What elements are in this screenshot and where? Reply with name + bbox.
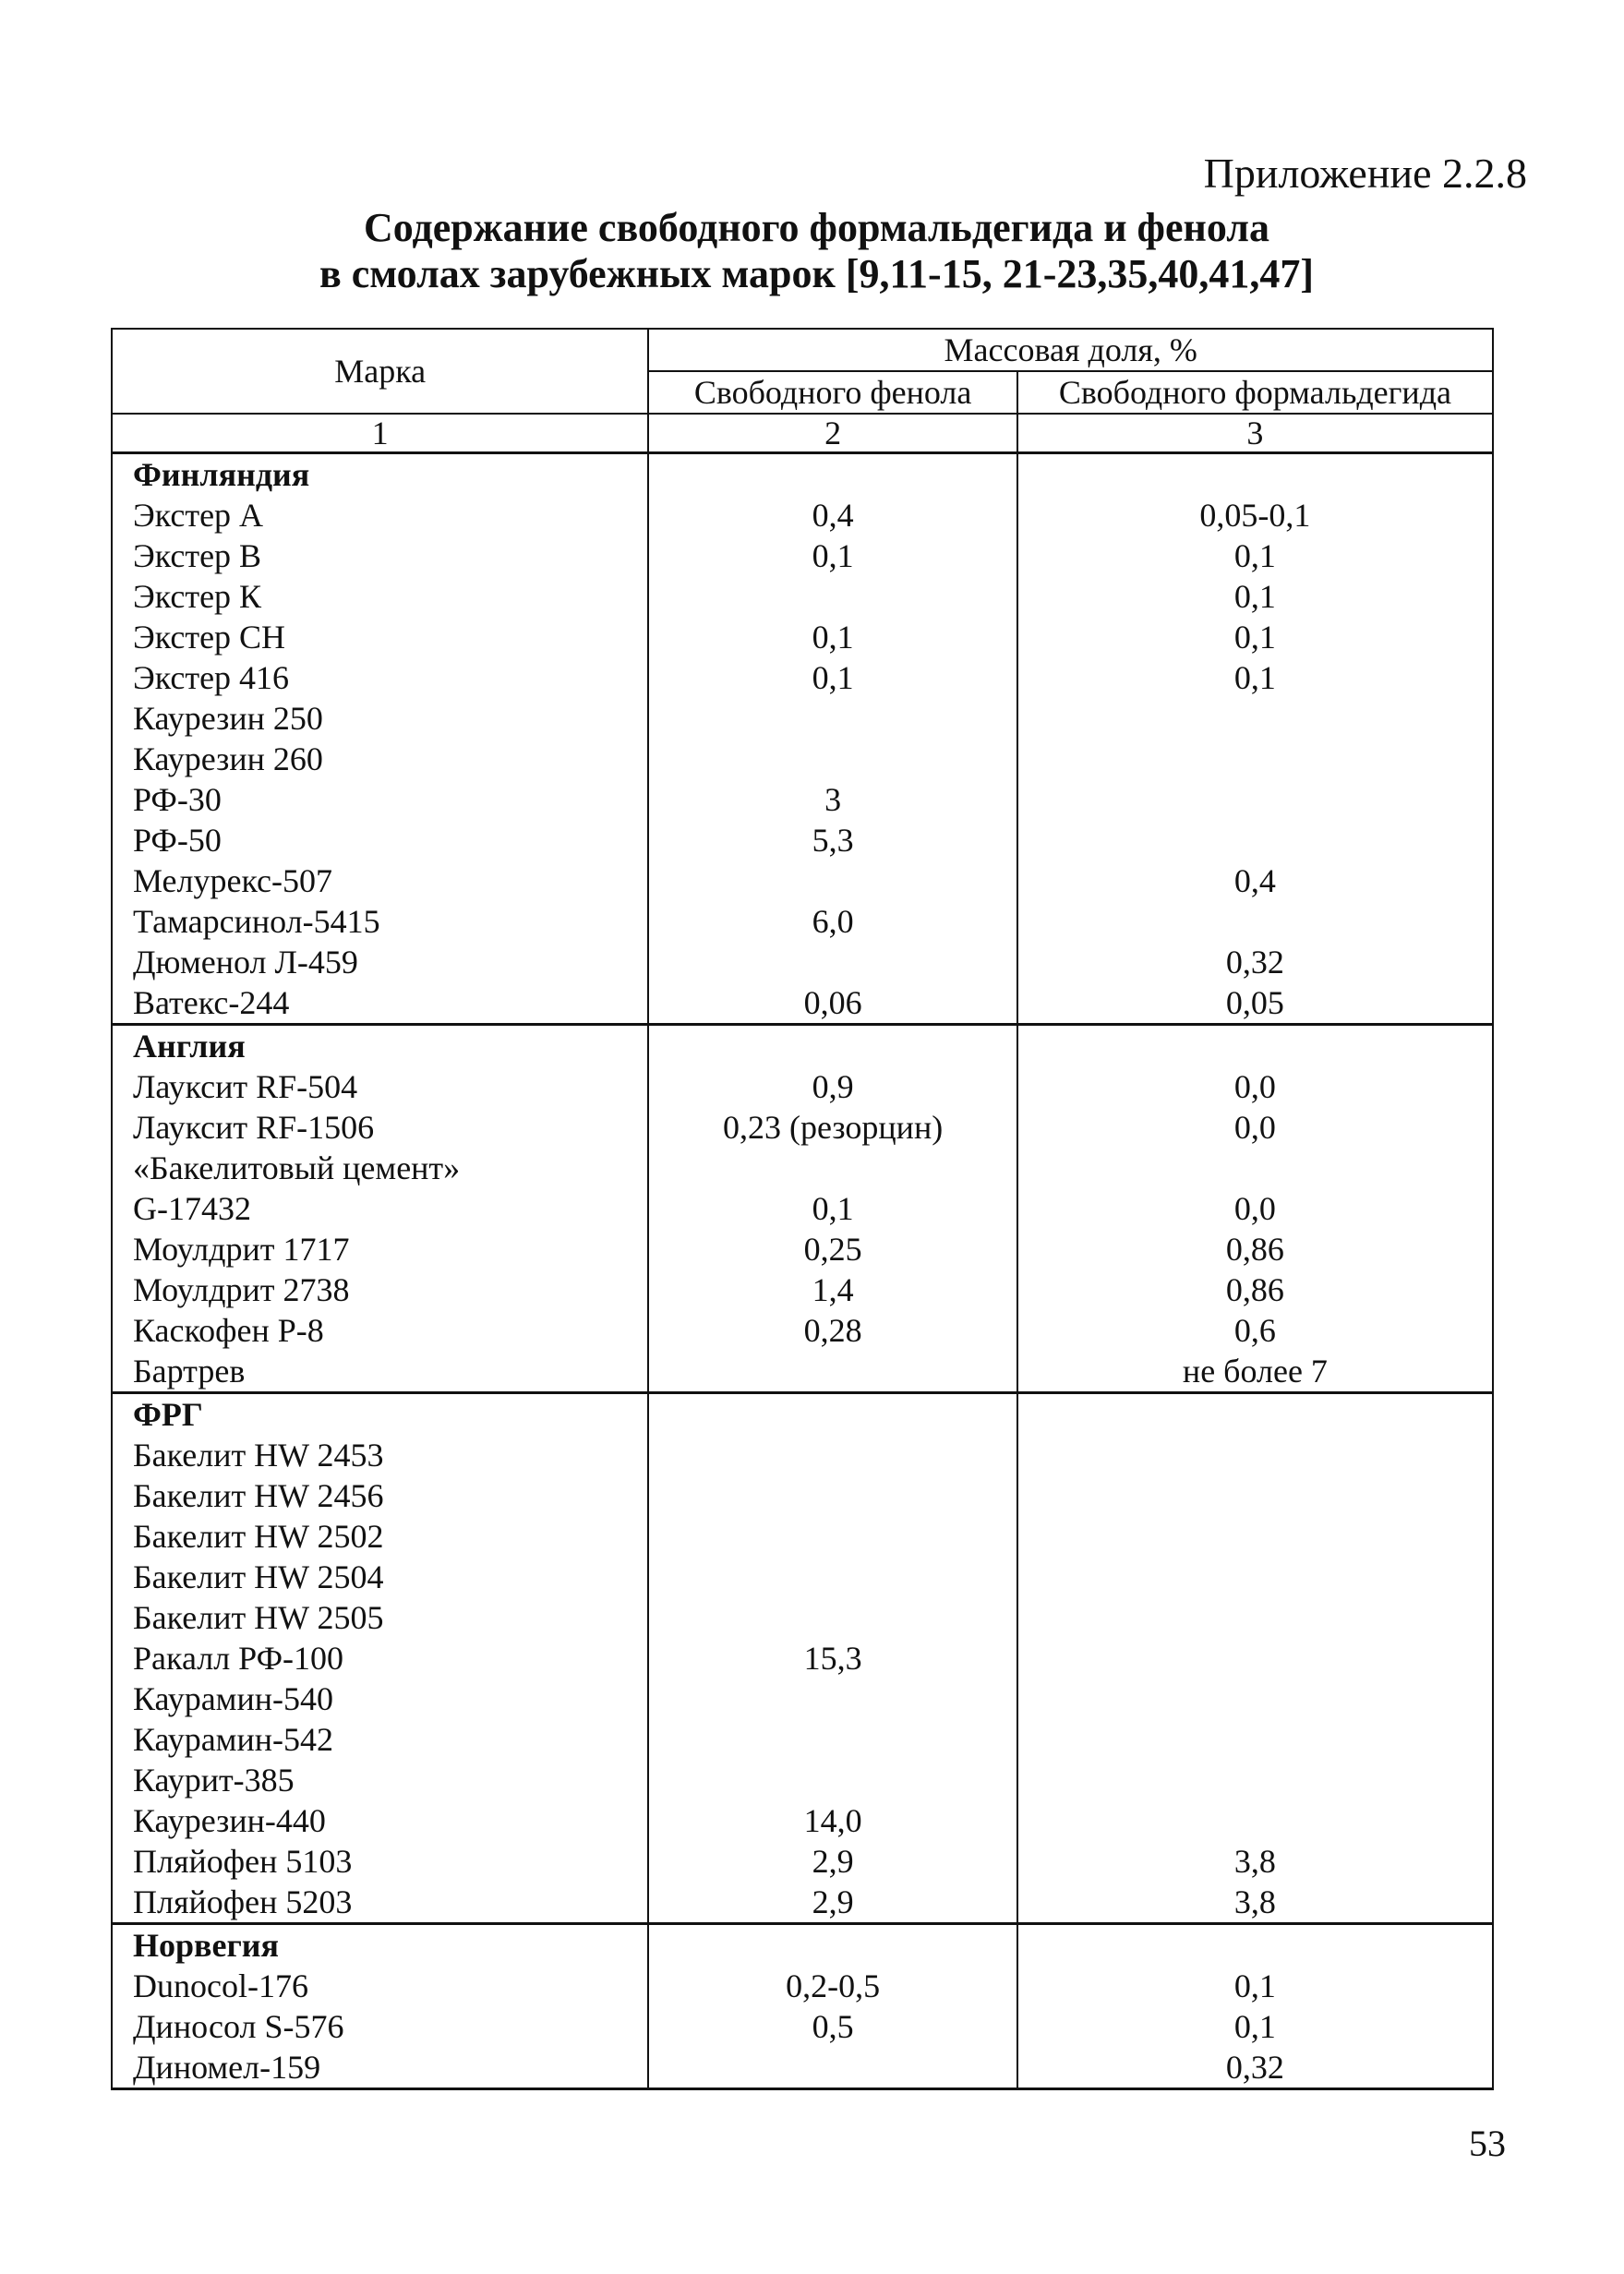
phenol-value: 14,0	[648, 1800, 1017, 1841]
resin-name: Каурезин 250	[112, 698, 648, 739]
formaldehyde-value: 0,32	[1017, 942, 1493, 982]
resin-name: Бартрев	[112, 1351, 648, 1393]
formaldehyde-value	[1017, 1516, 1493, 1557]
page-number: 53	[1469, 2123, 1506, 2164]
phenol-value	[648, 1678, 1017, 1719]
resin-name: Экстер 416	[112, 657, 648, 698]
phenol-value: 15,3	[648, 1638, 1017, 1678]
column-number: 2	[648, 414, 1017, 453]
phenol-value: 0,28	[648, 1310, 1017, 1351]
resin-name: Бакелит HW 2453	[112, 1435, 648, 1475]
table-row	[112, 1351, 1493, 1393]
table-row	[112, 779, 1493, 820]
page-title	[0, 205, 1624, 297]
formaldehyde-value	[1017, 1475, 1493, 1516]
phenol-value	[648, 1719, 1017, 1760]
country-name: Норвегия	[112, 1924, 648, 1967]
formaldehyde-value: 0,05-0,1	[1017, 495, 1493, 535]
table-row	[112, 860, 1493, 901]
table-row	[112, 617, 1493, 657]
table-row	[112, 576, 1493, 617]
table-row	[112, 657, 1493, 698]
formaldehyde-value	[1017, 698, 1493, 739]
phenol-value: 5,3	[648, 820, 1017, 860]
resin-table	[111, 328, 1494, 2090]
resin-name: Дюменол Л-459	[112, 942, 648, 982]
formaldehyde-value: 0,32	[1017, 2047, 1493, 2089]
empty-cell	[648, 1924, 1017, 1967]
country-row	[112, 1025, 1493, 1067]
resin-name: Лауксит RF-1506	[112, 1107, 648, 1148]
table-row	[112, 1435, 1493, 1475]
resin-name: РФ-30	[112, 779, 648, 820]
formaldehyde-value	[1017, 739, 1493, 779]
formaldehyde-value	[1017, 779, 1493, 820]
table-row	[112, 1516, 1493, 1557]
appendix-label: Приложение 2.2.8	[1203, 150, 1527, 197]
formaldehyde-value: 0,0	[1017, 1107, 1493, 1148]
empty-cell	[1017, 1924, 1493, 1967]
phenol-value	[648, 1516, 1017, 1557]
phenol-value: 2,9	[648, 1841, 1017, 1882]
resin-name: Пляйофен 5203	[112, 1882, 648, 1924]
resin-name: Экстер В	[112, 535, 648, 576]
table-row	[112, 1882, 1493, 1924]
header-free-formaldehyde: Свободного формальдегида	[1017, 371, 1493, 414]
formaldehyde-value: 0,0	[1017, 1066, 1493, 1107]
column-number: 1	[112, 414, 648, 453]
title-line-1: Содержание свободного формальдегида и фенола	[364, 205, 1269, 250]
phenol-value: 0,23 (резорцин)	[648, 1107, 1017, 1148]
table-row	[112, 1597, 1493, 1638]
formaldehyde-value: 0,86	[1017, 1269, 1493, 1310]
phenol-value: 0,2-0,5	[648, 1966, 1017, 2006]
table-row	[112, 1475, 1493, 1516]
country-name: Финляндия	[112, 453, 648, 496]
phenol-value: 0,1	[648, 657, 1017, 698]
resin-name: Бакелит HW 2505	[112, 1597, 648, 1638]
resin-name: Лауксит RF-504	[112, 1066, 648, 1107]
formaldehyde-value: 0,1	[1017, 617, 1493, 657]
formaldehyde-value	[1017, 1678, 1493, 1719]
phenol-value	[648, 1148, 1017, 1188]
table-row	[112, 2047, 1493, 2089]
table-row	[112, 1310, 1493, 1351]
resin-name: Моулдрит 2738	[112, 1269, 648, 1310]
formaldehyde-value	[1017, 1800, 1493, 1841]
phenol-value	[648, 1351, 1017, 1393]
resin-name: «Бакелитовый цемент»	[112, 1148, 648, 1188]
resin-name: Диномел-159	[112, 2047, 648, 2089]
title-line-2: в смолах зарубежных марок [9,11-15, 21-23,35,40,41,47]	[319, 251, 1314, 296]
formaldehyde-value: 0,1	[1017, 2006, 1493, 2047]
formaldehyde-value	[1017, 1638, 1493, 1678]
formaldehyde-value	[1017, 901, 1493, 942]
phenol-value: 0,1	[648, 617, 1017, 657]
resin-name: Ватекс-244	[112, 982, 648, 1025]
formaldehyde-value: 0,86	[1017, 1229, 1493, 1269]
country-name: Англия	[112, 1025, 648, 1067]
phenol-value: 6,0	[648, 901, 1017, 942]
formaldehyde-value: 0,1	[1017, 576, 1493, 617]
phenol-value	[648, 698, 1017, 739]
resin-name: Экстер А	[112, 495, 648, 535]
phenol-value	[648, 1557, 1017, 1597]
table-row	[112, 1638, 1493, 1678]
header-free-phenol: Свободного фенола	[648, 371, 1017, 414]
formaldehyde-value: 0,4	[1017, 860, 1493, 901]
formaldehyde-value: 0,1	[1017, 657, 1493, 698]
phenol-value: 0,4	[648, 495, 1017, 535]
table-row	[112, 1760, 1493, 1800]
table-row	[112, 1107, 1493, 1148]
resin-name: Мелурекс-507	[112, 860, 648, 901]
table-row	[112, 535, 1493, 576]
resin-name: Диносол S-576	[112, 2006, 648, 2047]
table-row	[112, 739, 1493, 779]
resin-name: Бакелит HW 2502	[112, 1516, 648, 1557]
resin-name: Пляйофен 5103	[112, 1841, 648, 1882]
resin-name: Каскофен Р-8	[112, 1310, 648, 1351]
empty-cell	[1017, 453, 1493, 496]
resin-name: Тамарсинол-5415	[112, 901, 648, 942]
table-row	[112, 1678, 1493, 1719]
table-body	[112, 453, 1493, 2089]
resin-name: Экстер К	[112, 576, 648, 617]
table-row	[112, 1269, 1493, 1310]
empty-cell	[648, 1393, 1017, 1436]
resin-name: Бакелит HW 2504	[112, 1557, 648, 1597]
phenol-value: 0,1	[648, 535, 1017, 576]
resin-name: Каурит-385	[112, 1760, 648, 1800]
resin-name: Каурамин-542	[112, 1719, 648, 1760]
empty-cell	[1017, 1393, 1493, 1436]
formaldehyde-value: 0,1	[1017, 535, 1493, 576]
resin-name: Бакелит HW 2456	[112, 1475, 648, 1516]
table-row	[112, 1066, 1493, 1107]
empty-cell	[648, 1025, 1017, 1067]
formaldehyde-value: 0,1	[1017, 1966, 1493, 2006]
formaldehyde-value: 0,0	[1017, 1188, 1493, 1229]
formaldehyde-value: 3,8	[1017, 1882, 1493, 1924]
country-row	[112, 1924, 1493, 1967]
formaldehyde-value	[1017, 1148, 1493, 1188]
resin-name: Каурезин 260	[112, 739, 648, 779]
resin-name: Каурезин-440	[112, 1800, 648, 1841]
country-name: ФРГ	[112, 1393, 648, 1436]
table-row	[112, 1557, 1493, 1597]
formaldehyde-value: 0,6	[1017, 1310, 1493, 1351]
table-row	[112, 1966, 1493, 2006]
formaldehyde-value	[1017, 1557, 1493, 1597]
phenol-value: 0,1	[648, 1188, 1017, 1229]
phenol-value: 3	[648, 779, 1017, 820]
phenol-value	[648, 1760, 1017, 1800]
phenol-value: 0,5	[648, 2006, 1017, 2047]
formaldehyde-value	[1017, 1760, 1493, 1800]
table-row	[112, 2006, 1493, 2047]
phenol-value	[648, 1475, 1017, 1516]
phenol-value: 2,9	[648, 1882, 1017, 1924]
column-number: 3	[1017, 414, 1493, 453]
resin-name: Экстер СН	[112, 617, 648, 657]
empty-cell	[1017, 1025, 1493, 1067]
phenol-value: 0,06	[648, 982, 1017, 1025]
formaldehyde-value	[1017, 1597, 1493, 1638]
phenol-value	[648, 739, 1017, 779]
phenol-value	[648, 1597, 1017, 1638]
formaldehyde-value: не более 7	[1017, 1351, 1493, 1393]
phenol-value	[648, 860, 1017, 901]
table-row	[112, 1719, 1493, 1760]
resin-name: G-17432	[112, 1188, 648, 1229]
country-row	[112, 453, 1493, 496]
table-row	[112, 901, 1493, 942]
phenol-value	[648, 2047, 1017, 2089]
table-row	[112, 1148, 1493, 1188]
table-row	[112, 1841, 1493, 1882]
empty-cell	[648, 453, 1017, 496]
resin-name: Моулдрит 1717	[112, 1229, 648, 1269]
resin-name: Dunocol-176	[112, 1966, 648, 2006]
formaldehyde-value	[1017, 1435, 1493, 1475]
table-row	[112, 495, 1493, 535]
table-row	[112, 1188, 1493, 1229]
resin-name: РФ-50	[112, 820, 648, 860]
phenol-value: 0,9	[648, 1066, 1017, 1107]
table-row	[112, 698, 1493, 739]
formaldehyde-value	[1017, 1719, 1493, 1760]
resin-name: Ракалл РФ-100	[112, 1638, 648, 1678]
table-row	[112, 1229, 1493, 1269]
table-row	[112, 942, 1493, 982]
phenol-value	[648, 942, 1017, 982]
country-row	[112, 1393, 1493, 1436]
formaldehyde-value: 0,05	[1017, 982, 1493, 1025]
formaldehyde-value: 3,8	[1017, 1841, 1493, 1882]
table-row	[112, 982, 1493, 1025]
phenol-value: 0,25	[648, 1229, 1017, 1269]
table-row	[112, 820, 1493, 860]
resin-name: Каурамин-540	[112, 1678, 648, 1719]
table-row	[112, 1800, 1493, 1841]
phenol-value	[648, 1435, 1017, 1475]
phenol-value: 1,4	[648, 1269, 1017, 1310]
header-mass-fraction: Массовая доля, %	[648, 329, 1493, 371]
header-marka: Марка	[112, 329, 648, 414]
formaldehyde-value	[1017, 820, 1493, 860]
phenol-value	[648, 576, 1017, 617]
